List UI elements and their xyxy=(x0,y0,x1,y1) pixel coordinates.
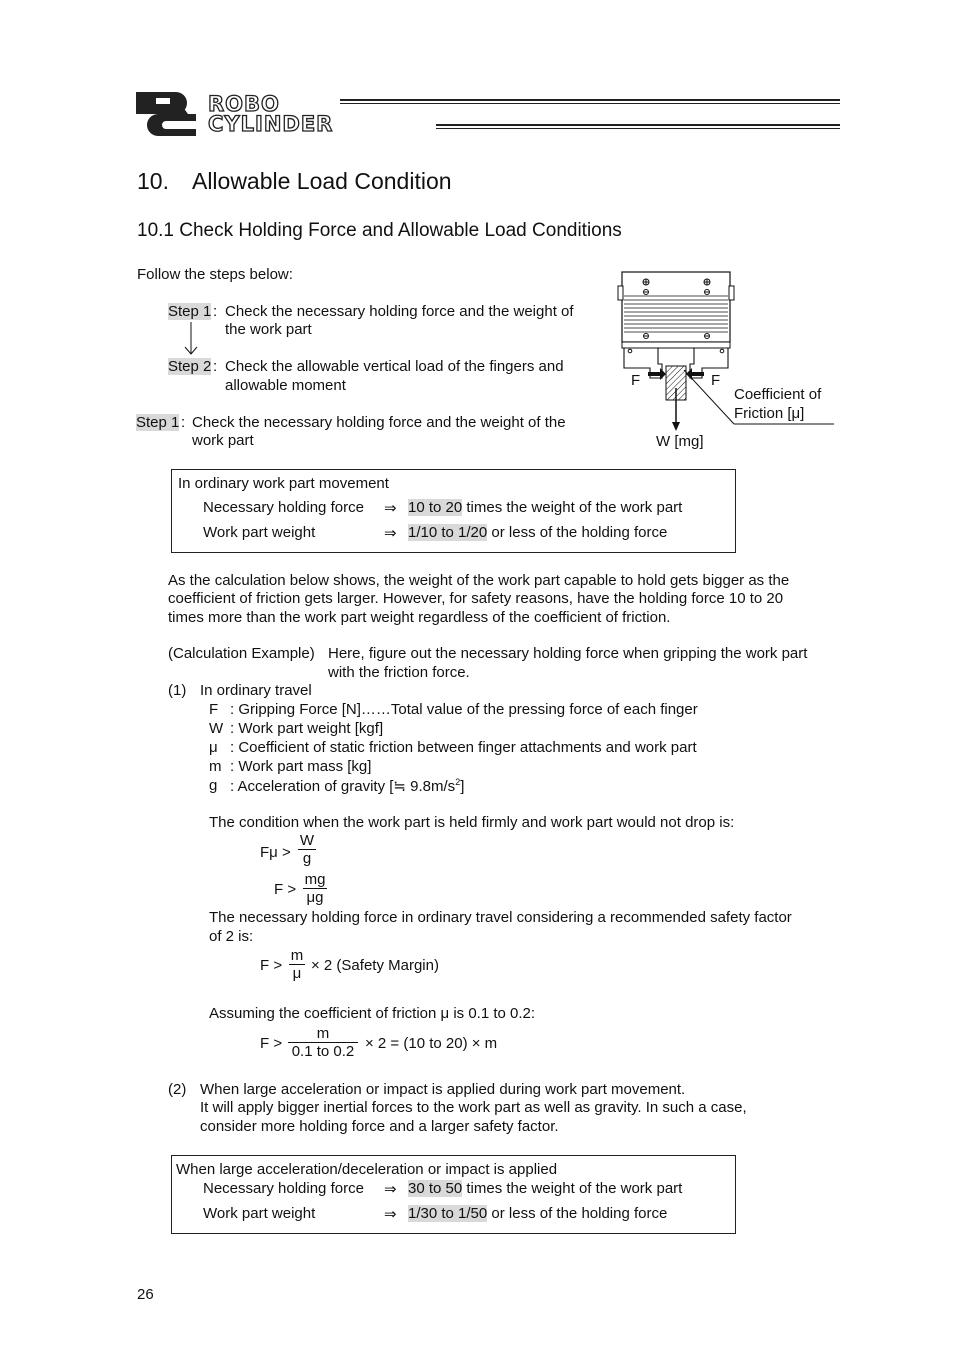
eq1-denominator: g xyxy=(302,850,312,867)
necessary-force-text-cont: of 2 is: xyxy=(209,928,254,945)
implies-arrow-icon: ⇒ xyxy=(384,1206,397,1223)
box1-row1-rest: times the weight of the work part xyxy=(462,499,683,516)
box1-row1-value xyxy=(408,499,682,516)
weight-ratio: 1/30 to 1/50 xyxy=(408,1205,488,1222)
eq3-numerator: m xyxy=(290,947,304,964)
eq2-fraction xyxy=(303,871,327,906)
definition-text: : Gripping Force [N]……Total value of the pressing force of each finger xyxy=(230,701,698,718)
calc-example-text-cont: with the friction force. xyxy=(328,664,470,681)
definition-text: : Coefficient of static friction between finger attachments and work part xyxy=(230,739,697,756)
logo-rule-top-2 xyxy=(340,103,840,104)
definition-symbol: g xyxy=(209,777,218,794)
eq4-fraction xyxy=(288,1025,358,1060)
definition-symbol: F xyxy=(209,701,219,718)
necessary-force-text: The necessary holding force in ordinary travel considering a recommended safety factor xyxy=(209,909,792,926)
weight-ratio: 1/10 to 1/20 xyxy=(408,524,488,541)
logo-rule-bottom-2 xyxy=(436,128,840,129)
definition-symbol: W xyxy=(209,720,224,737)
force-label-right: F xyxy=(711,372,721,389)
step1-heading-label: Step 1 xyxy=(136,414,180,431)
box2-row1-rest: times the weight of the work part xyxy=(462,1180,683,1197)
section-title: 10. Allowable Load Condition xyxy=(137,168,452,194)
box2-row2-label: Work part weight xyxy=(203,1205,316,1222)
step2-colon: : xyxy=(213,358,218,375)
assuming-text: Assuming the coefficient of friction μ is 0.1 to 0.2: xyxy=(209,1005,536,1022)
page-number: 26 xyxy=(137,1286,154,1303)
down-arrow-icon xyxy=(183,322,199,356)
large-acceleration-box xyxy=(171,1155,736,1234)
friction-label: Coefficient of xyxy=(734,386,822,403)
ordinary-movement-box xyxy=(171,469,736,553)
item2-text-cont: consider more holding force and a larger safety factor. xyxy=(200,1118,559,1135)
eq4-rhs: × 2 = (10 to 20) × m xyxy=(365,1035,498,1052)
eq3-lhs: F > xyxy=(260,957,283,974)
calc-example-label: (Calculation Example) xyxy=(168,645,315,662)
eq4-denominator: 0.1 to 0.2 xyxy=(291,1043,355,1060)
box2-row2-rest: or less of the holding force xyxy=(487,1205,668,1222)
weight-label: W [mg] xyxy=(656,433,704,450)
box1-row2-value xyxy=(408,524,667,541)
eq1-numerator: W xyxy=(299,832,315,849)
logo-rule-bottom-1 xyxy=(436,124,840,126)
logo-text-cylinder: CYLINDER xyxy=(208,112,334,136)
step2-text: Check the allowable vertical load of the fingers and xyxy=(225,358,564,375)
step2-text-cont: allowable moment xyxy=(225,377,346,394)
explanation-para-line: As the calculation below shows, the weight of the work part capable to hold gets bigger as the xyxy=(168,572,790,589)
gravity-def-text: : Acceleration of gravity [≒ 9.8m/s xyxy=(230,778,456,795)
definition-text: : Work part mass [kg] xyxy=(230,758,372,775)
holding-force-multiplier: 10 to 20 xyxy=(408,499,463,516)
eq2-lhs: F > xyxy=(274,881,297,898)
step1-heading-text-cont: work part xyxy=(192,432,254,449)
eq3-rhs: × 2 (Safety Margin) xyxy=(311,957,439,974)
box2-row1-value xyxy=(408,1180,682,1197)
box1-title: In ordinary work part movement xyxy=(178,475,389,492)
subsection-title: 10.1 Check Holding Force and Allowable Load Conditions xyxy=(137,220,622,241)
explanation-para-line: coefficient of friction gets larger. However, for safety reasons, have the holding force 10 to 20 xyxy=(168,590,784,607)
eq1-fraction xyxy=(298,832,316,867)
condition-text: The condition when the work part is held firmly and work part would not drop is: xyxy=(209,814,735,831)
box1-row1-label: Necessary holding force xyxy=(203,499,364,516)
intro-text: Follow the steps below: xyxy=(137,266,293,283)
step2-label: Step 2 xyxy=(168,358,212,375)
implies-arrow-icon: ⇒ xyxy=(384,500,397,517)
item2-text-cont: It will apply bigger inertial forces to the work part as well as gravity. In such a case, xyxy=(200,1099,747,1116)
holding-force-multiplier: 30 to 50 xyxy=(408,1180,463,1197)
eq1-lhs: Fμ > xyxy=(260,844,291,861)
logo-rule-top-1 xyxy=(340,99,840,101)
rc-logo-mark-icon xyxy=(136,92,206,136)
step1-text-cont: the work part xyxy=(225,321,312,338)
item2-number: (2) xyxy=(168,1081,187,1098)
gravity-close: ] xyxy=(460,778,465,795)
step1-text: Check the necessary holding force and the weight of xyxy=(225,303,574,320)
definition-symbol: m xyxy=(209,758,222,775)
step1-heading-text: Check the necessary holding force and the weight of the xyxy=(192,414,566,431)
definition-text xyxy=(230,777,464,795)
eq2-denominator: μg xyxy=(306,889,324,906)
eq2-numerator: mg xyxy=(304,871,326,888)
box2-row1-label: Necessary holding force xyxy=(203,1180,364,1197)
item1-title: In ordinary travel xyxy=(200,682,312,699)
eq4-lhs: F > xyxy=(260,1035,283,1052)
box1-row2-label: Work part weight xyxy=(203,524,316,541)
eq3-denominator: μ xyxy=(292,965,302,982)
step1-colon: : xyxy=(213,303,218,320)
item2-text: When large acceleration or impact is applied during work part movement. xyxy=(200,1081,686,1098)
implies-arrow-icon: ⇒ xyxy=(384,1181,397,1198)
friction-label-cont: Friction [μ] xyxy=(734,405,805,422)
implies-arrow-icon: ⇒ xyxy=(384,525,397,542)
item1-number: (1) xyxy=(168,682,187,699)
definition-symbol: μ xyxy=(209,739,218,756)
force-label-left: F xyxy=(631,372,641,389)
explanation-para-line: times more than the work part weight regardless of the coefficient of friction. xyxy=(168,609,671,626)
step1-label: Step 1 xyxy=(168,303,212,320)
box1-row2-rest: or less of the holding force xyxy=(487,524,668,541)
eq4-numerator: m xyxy=(288,1025,358,1043)
gripper-diagram-icon xyxy=(612,268,844,436)
box2-title: When large acceleration/deceleration or impact is applied xyxy=(176,1161,558,1178)
box2-row2-value xyxy=(408,1205,667,1222)
definition-text: : Work part weight [kgf] xyxy=(230,720,384,737)
step1-heading-colon: : xyxy=(181,414,186,431)
gravity-exponent: 2 xyxy=(455,777,461,787)
eq3-fraction xyxy=(289,947,305,982)
calc-example-text: Here, figure out the necessary holding force when gripping the work part xyxy=(328,645,808,662)
logo-text-robo: ROBO xyxy=(208,92,280,116)
